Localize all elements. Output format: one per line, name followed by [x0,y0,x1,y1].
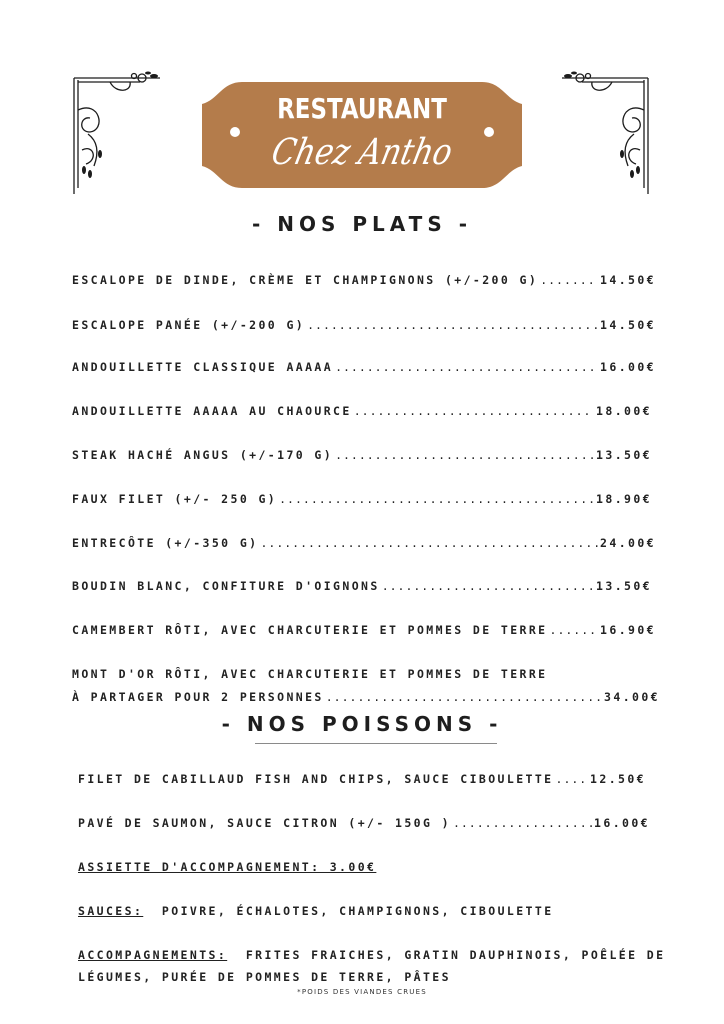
item-price: 18.00€ [596,404,652,418]
menu-item [72,318,656,332]
item-price: 13.50€ [596,448,652,462]
sauces-label: SAUCES: [78,904,144,918]
menu-item [72,448,652,462]
section-divider [255,743,497,744]
menu-item [72,623,656,637]
item-name: À PARTAGER POUR 2 PERSONNES [72,690,324,704]
accompagnements-line-1 [78,948,665,962]
menu-item [78,816,650,830]
section-title-poissons: - NOS POISSONS - [221,712,503,736]
item-price: 14.50€ [600,318,656,332]
menu-item [72,360,656,374]
section-title-plats: - NOS PLATS - [251,212,472,236]
sauces-value: POIVRE, ÉCHALOTES, CHAMPIGNONS, CIBOULETTE [161,904,554,918]
mont-dor-line-1: MONT D'OR RÔTI, AVEC CHARCUTERIE ET POMMES DE TERRE [72,667,548,681]
item-name: ESCALOPE DE DINDE, CRÈME ET CHAMPIGNONS (+/-200 G) [72,273,539,287]
item-name: FILET DE CABILLAUD FISH AND CHIPS, SAUCE CIBOULETTE [78,772,554,786]
menu-item [72,404,652,418]
item-price: 24.00€ [600,536,656,550]
menu-item [78,772,646,786]
brand-title: RESTAURANT [277,92,447,125]
item-price: 16.00€ [600,360,656,374]
item-name: ESCALOPE PANÉE (+/-200 G) [72,318,306,332]
menu-item [72,536,656,550]
item-price: 16.90€ [600,623,656,637]
item-name: ANDOUILLETTE CLASSIQUE AAAAA [72,360,334,374]
item-price: 16.00€ [594,816,650,830]
menu-item [72,492,652,506]
menu-item [72,273,656,287]
brand-subtitle: Chez Antho [267,132,457,173]
item-name: FAUX FILET (+/- 250 G) [72,492,278,506]
menu-item [72,579,652,593]
sauces-line [78,904,554,918]
item-name: CAMEMBERT RÔTI, AVEC CHARCUTERIE ET POMMES DE TERRE [72,623,548,637]
accompagnements-label: ACCOMPAGNEMENTS: [78,948,228,962]
item-name: BOUDIN BLANC, CONFITURE D'OIGNONS [72,579,380,593]
footnote: *POIDS DES VIANDES CRUES [297,988,427,996]
item-price: 14.50€ [600,273,656,287]
item-name: ENTRECÔTE (+/-350 G) [72,536,259,550]
item-price: 12.50€ [590,772,646,786]
item-name: ANDOUILLETTE AAAAA AU CHAOURCE [72,404,352,418]
item-name: PAVÉ DE SAUMON, SAUCE CITRON (+/- 150G ) [78,816,451,830]
assiette-accompagnement: ASSIETTE D'ACCOMPAGNEMENT: 3.00€ [78,860,377,874]
menu-item [72,690,660,704]
item-price: 18.90€ [596,492,652,506]
accompagnements-value: FRITES FRAICHES, GRATIN DAUPHINOIS, POÊLÉE DE [245,948,666,962]
item-price: 13.50€ [596,579,652,593]
item-name: STEAK HACHÉ ANGUS (+/-170 G) [72,448,334,462]
accompagnements-line-2: LÉGUMES, PURÉE DE POMMES DE TERRE, PÂTES [78,970,451,984]
item-price: 34.00€ [604,690,660,704]
